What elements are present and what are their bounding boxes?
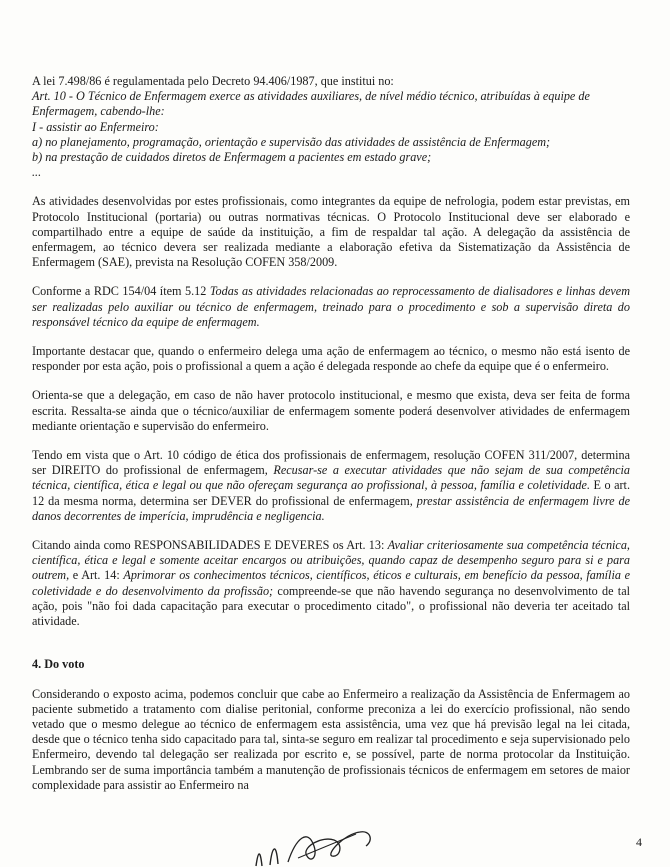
article-item-i: I - assistir ao Enfermeiro: — [32, 119, 159, 134]
intro-line: A lei 7.498/86 é regulamentada pelo Decreto 94.406/1987, que institui no: — [32, 74, 394, 88]
paragraph-ethics-code — [32, 448, 630, 524]
resp-intro: Citando ainda como RESPONSABILIDADES E DEVERES os Art. 13: — [32, 538, 388, 553]
paragraph-protocol: As atividades desenvolvidas por estes profissionais, como integrantes da equipe de nefrologia, podem estar previstas, em Protocolo Institucional (portaria) ou outras normativas técnicas. O Protocolo Institucional deve ser elaborado e compartilhado entre a equipe de saúde da instituição, a fim de respaldar tal ação. A delegação da assistência de enfermagem, ao técnico devera ser realizada mediante a elaboração efetiva da Sistematização da Assistência de Enfermagem (SAE), prevista na Resolução COFEN 358/2009. — [32, 194, 630, 270]
paragraph-responsibilities — [32, 538, 630, 629]
rdc-reference: Conforme a RDC 154/04 ítem 5.12 — [32, 284, 210, 299]
paragraph-vote: Considerando o exposto acima, podemos concluir que cabe ao Enfermeiro a realização da Assistência de Enfermagem ao paciente submetido a tratamento com dialise peritonial, conforme preconiza a lei do exercício profissional, não sendo vetado que o mesmo delegue ao técnico de enfermagem esta assistência, uma vez que há previsão legal na lei citada, desde que o técnico tenha sido capacitado para tal, sinta-se seguro em realizar tal procedimento e seja supervisionado pelo Enfermeiro, devendo tal delegação ser realizada por escrito e, se possível, parte de norma protocolar da Instituição. Lembrando ser de suma importância também a manutenção de profissionais técnicos de enfermagem em setores de maior complexidade para assistir ao Enfermeiro na — [32, 686, 630, 792]
page-number: 4 — [636, 835, 642, 849]
resp-art-13-quote: Avaliar criteriosamente sua competência técnica, científica, ética e legal e somente aceitar encargos ou atribuições, quando capaz de desempenho seguro para si e para outrem, — [32, 538, 630, 583]
ethics-article-12: E o art. 12 da mesma norma, determina ser DEVER do profissional de enfermagem, — [32, 478, 630, 508]
ethics-right-quote: Recusar-se a executar atividades que não sejam de sua competência técnica, científica, ética e legal ou que não ofereçam segurança ao profissional, à pessoa, família e coletividade. — [32, 463, 630, 493]
paragraph-delegation: Importante destacar que, quando o enfermeiro delega uma ação de enfermagem ao técnico, o mesmo não está isento de responder por esta ação, pois o profissional a quem a ação é delegada responde ao chefe da equipe que é o enfermeiro. — [32, 344, 630, 374]
paragraph-rdc — [32, 284, 630, 330]
paragraph-written-delegation: Orienta-se que a delegação, em caso de não haver protocolo institucional, e mesmo que exista, deva ser feita de forma escrita. Ressalta-se ainda que o técnico/auxiliar de enfermagem somente poderá desenvolver atividades de enfermagem mediante orientação e supervisão do enfermeiro. — [32, 388, 630, 433]
section-heading: 4. Do voto — [32, 657, 85, 672]
resp-art-14-quote: Aprimorar os conhecimentos técnicos, científicos, éticos e culturais, em benefício da pessoa, família e coletividade e do desenvolvimento da profissão; — [32, 568, 630, 598]
ethics-intro: Tendo em vista que o Art. 10 código de ética dos profissionais de enfermagem, resolução COFEN 311/2007, determina ser DIREITO do profissional de enfermagem, — [32, 448, 630, 478]
resp-art-14: e Art. 14: — [69, 568, 124, 583]
article-10: Art. 10 - O Técnico de Enfermagem exerce as atividades auxiliares, de nível médio técnico, atribuídas à equipe de Enfermagem, cabendo-lhe: — [32, 89, 590, 119]
rdc-quote: Todas as atividades relacionadas ao reprocessamento de dialisadores e linhas devem ser realizadas pelo auxiliar ou técnico de enfermagem, treinado para o procedimento e sob a supervisão direta do responsável técnico da equipe de enfermagem. — [32, 284, 631, 329]
article-item-a: a) no planejamento, programação, orientação e supervisão das atividades de assistência de Enfermagem; — [32, 134, 551, 149]
resp-conclusion: compreende-se que não havendo segurança no desenvolvimento de tal ação, pois "não foi dada capacitação para executar o procedimento citado", o profissional não deveria ter aceitado tal atividade. — [32, 583, 630, 629]
ethics-duty-quote: prestar assistência de enfermagem livre de danos decorrentes de imperícia, imprudência e negligencia. — [32, 493, 631, 523]
article-item-b: b) na prestação de cuidados diretos de Enfermagem a pacientes em estado grave; — [32, 150, 432, 165]
document-page — [32, 74, 630, 793]
handwritten-signature — [248, 818, 398, 867]
article-ellipsis: ... — [32, 165, 42, 180]
